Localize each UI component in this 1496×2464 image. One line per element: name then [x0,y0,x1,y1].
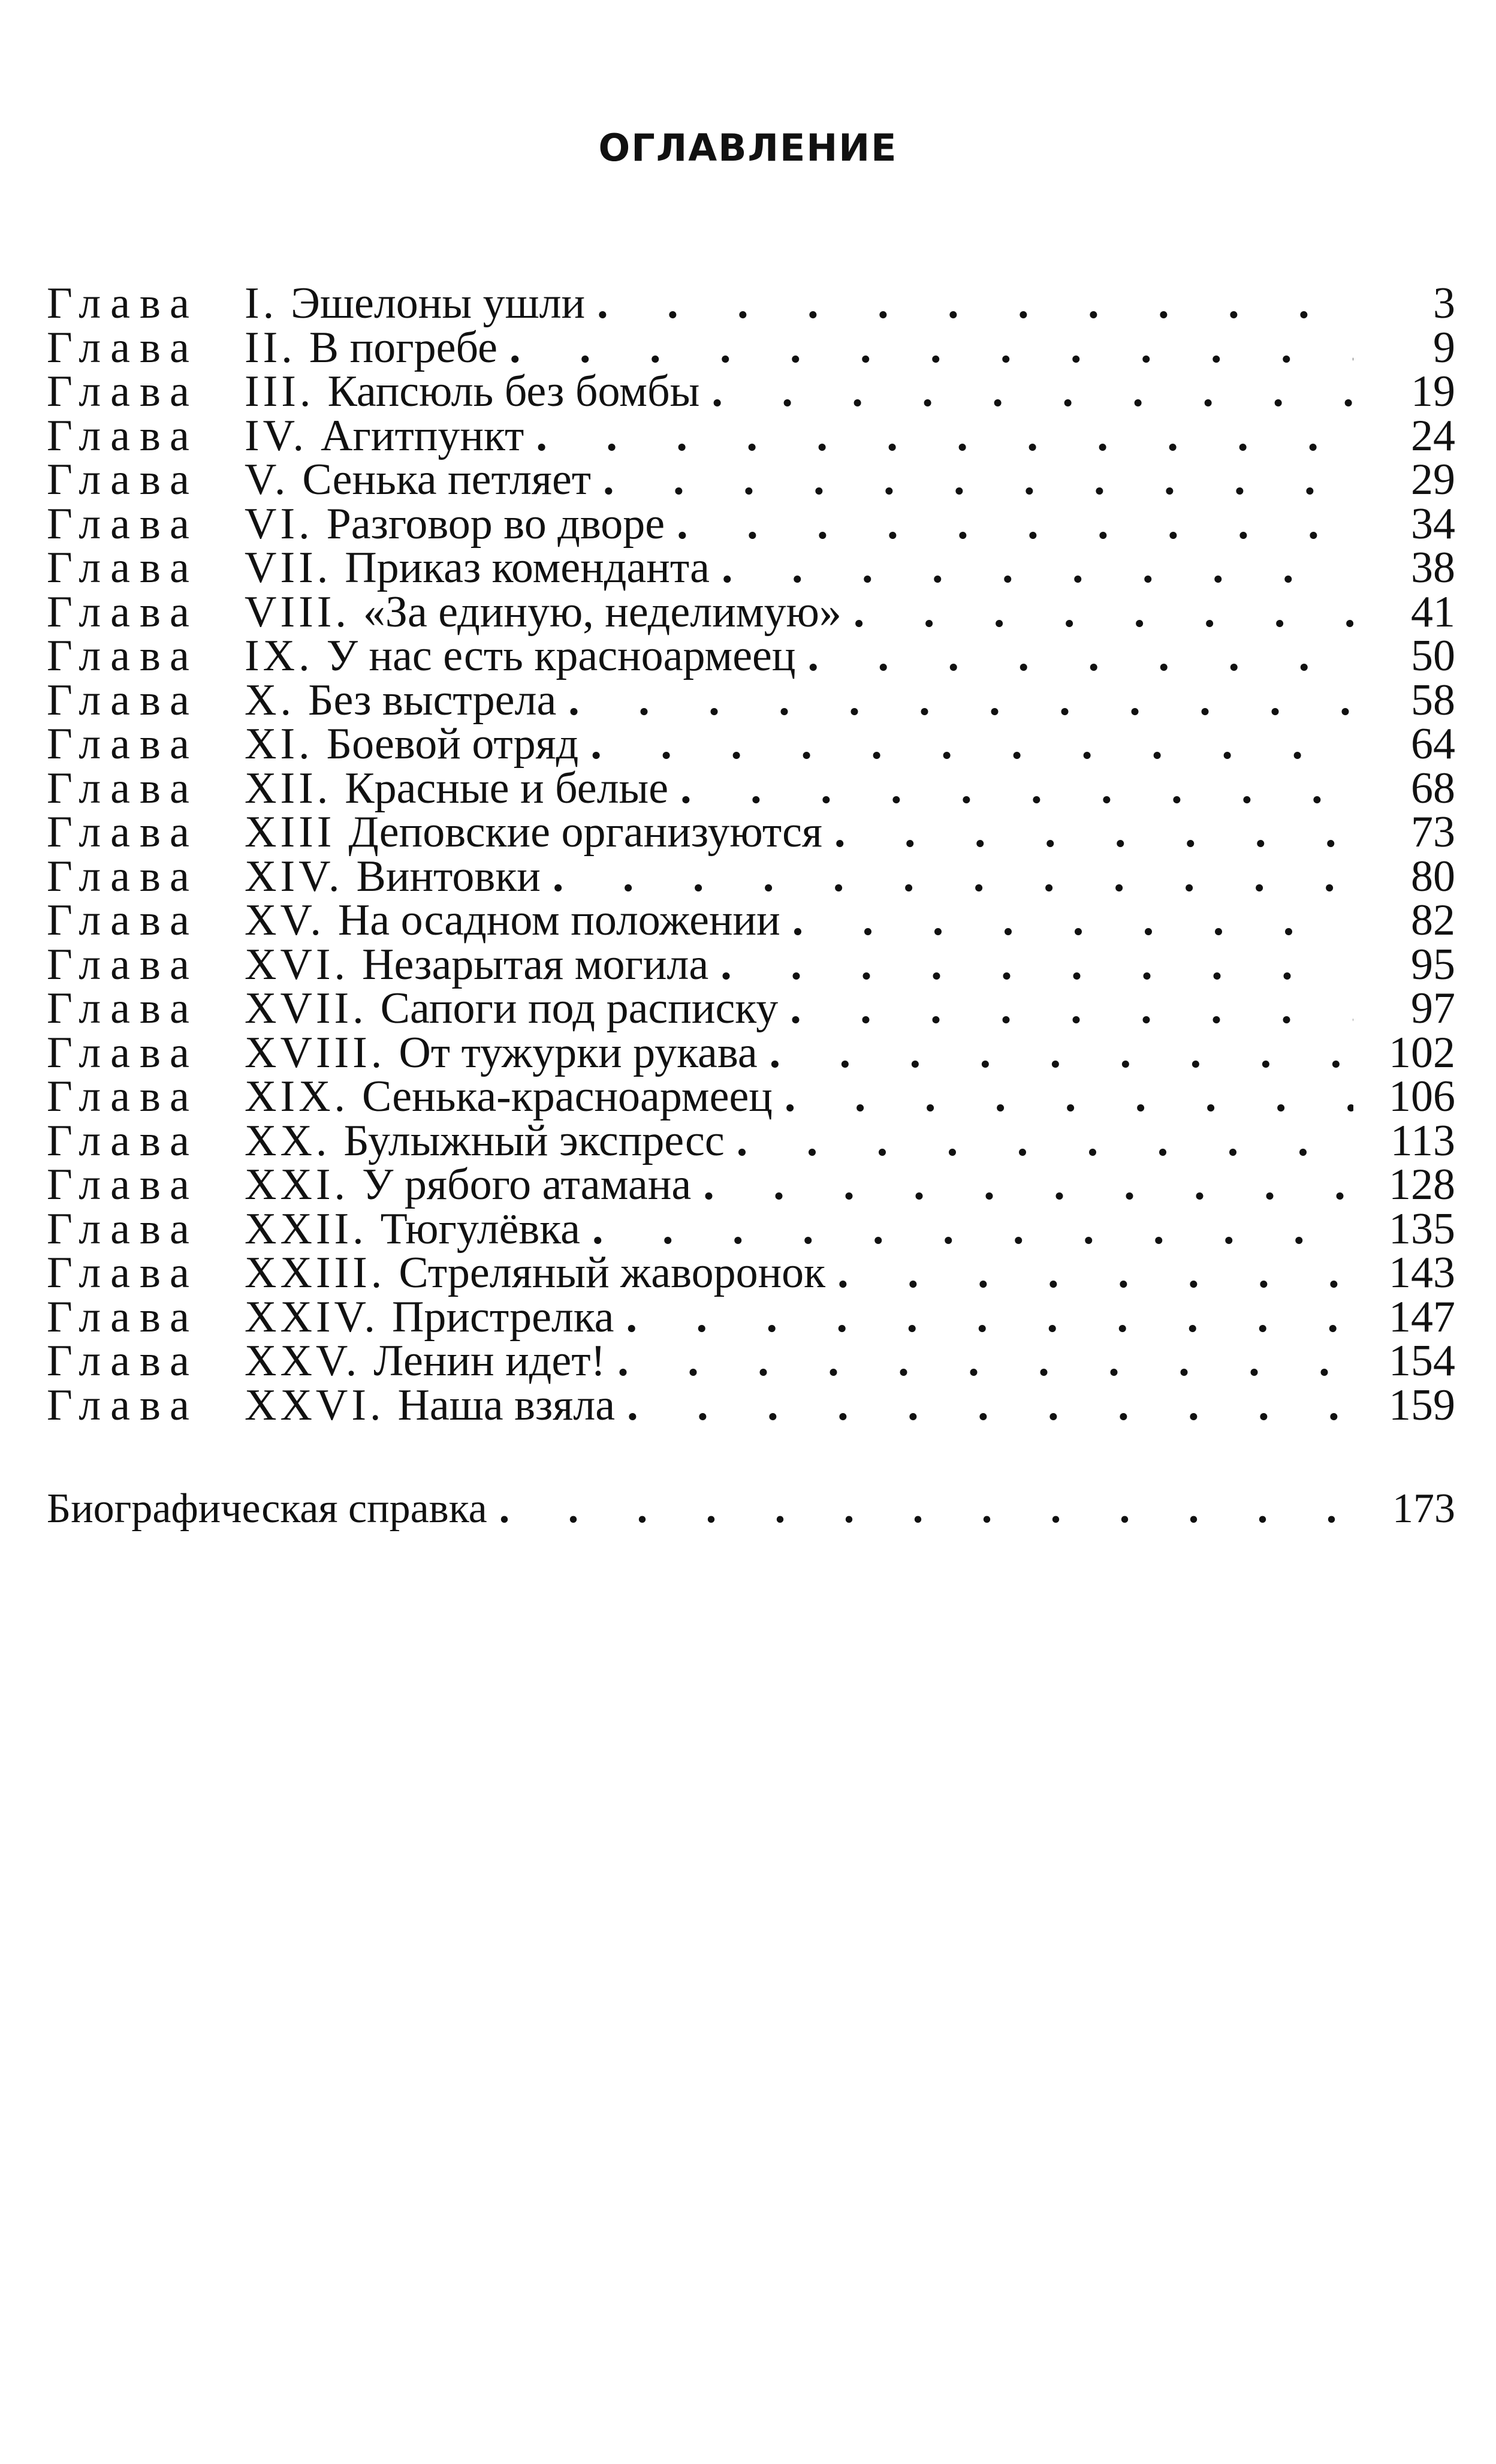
page-title: ОГЛАВЛЕНИЕ [598,126,898,170]
chapter-word: Глава [47,808,199,857]
toc-row[interactable] [47,763,1455,813]
chapter-title: Приказ коменданта [345,543,710,592]
chapter-title: Тюгулёвка [380,1204,580,1254]
chapter-number: XIX. [245,1072,349,1121]
toc-row[interactable] [47,896,1455,945]
chapter-number: XIII [245,808,336,857]
leader-dots [509,326,1353,370]
chapter-word: Глава [47,719,199,769]
chapter-title: Булыжный экспресс [343,1116,725,1165]
chapter-number: III. [245,367,315,416]
chapter-number: XI. [245,719,313,769]
toc-row[interactable] [47,367,1455,416]
chapter-page-number: 154 [1389,1336,1455,1385]
chapter-page-number: 24 [1411,411,1455,460]
chapter-word: Глава [47,1248,199,1297]
chapter-word: Глава [47,984,199,1033]
chapter-title: Красные и белые [345,763,669,813]
toc-row[interactable] [47,587,1455,637]
chapter-word: Глава [47,1204,199,1254]
chapter-page-number: 106 [1389,1072,1455,1121]
chapter-title: Ленин идет! [373,1336,606,1385]
chapter-title: У рябого атамана [362,1160,692,1209]
leader-dots [807,634,1353,679]
chapter-page-number: 82 [1411,896,1455,945]
toc-row[interactable] [47,631,1455,680]
chapter-word: Глава [47,1028,199,1077]
chapter-word: Глава [47,279,199,328]
table-of-contents [47,279,1455,1430]
appendix-title: Биографическая справка [47,1486,487,1532]
chapter-page-number: 9 [1433,323,1455,372]
chapter-page-number: 147 [1389,1292,1455,1342]
toc-row[interactable] [47,1160,1455,1209]
chapter-number: VII. [245,543,332,592]
chapter-page-number: 58 [1411,675,1455,725]
chapter-page-number: 113 [1390,1116,1455,1165]
leader-dots [711,370,1353,414]
chapter-word: Глава [47,1160,199,1209]
chapter-number: XXV. [245,1336,361,1385]
chapter-word: Глава [47,1116,199,1165]
leader-dots [853,591,1353,635]
chapter-word: Глава [47,323,199,372]
leader-dots [737,1119,1353,1164]
chapter-page-number: 80 [1411,851,1455,901]
chapter-number: IV. [245,411,308,460]
chapter-page-number: 128 [1389,1160,1455,1209]
chapter-number: XVIII. [245,1028,386,1077]
chapter-word: Глава [47,763,199,813]
chapter-number: V. [245,455,289,504]
chapter-word: Глава [47,367,199,416]
chapter-word: Глава [47,587,199,637]
leader-dots [790,987,1353,1031]
chapter-page-number: 102 [1389,1028,1455,1077]
leader-dots [792,899,1353,943]
chapter-page-number: 95 [1411,939,1455,989]
chapter-title: У нас есть красноармеец [326,631,796,680]
chapter-page-number: 41 [1411,587,1455,637]
chapter-word: Глава [47,1072,199,1121]
chapter-word: Глава [47,851,199,901]
toc-row[interactable] [47,323,1455,372]
chapter-number: XXII. [245,1204,367,1254]
chapter-number: XVI. [245,939,349,989]
chapter-title: Стреляный жаворонок [399,1248,826,1297]
chapter-title: Сенька петляет [302,455,592,504]
chapter-word: Глава [47,1336,199,1385]
chapter-word: Глава [47,631,199,680]
chapter-word: Глава [47,455,199,504]
toc-row[interactable] [47,279,1455,328]
chapter-word: Глава [47,499,199,549]
leader-dots [617,1339,1353,1384]
chapter-page-number: 73 [1411,808,1455,857]
chapter-word: Глава [47,543,199,592]
leader-dots [627,1384,1353,1428]
chapter-number: XX. [245,1116,331,1165]
chapter-page-number: 64 [1411,719,1455,769]
chapter-number: XXIV. [245,1292,379,1342]
toc-row[interactable] [47,1248,1455,1297]
toc-row[interactable] [47,984,1455,1033]
appendix-entry [47,1487,1455,1531]
chapter-number: VIII. [245,587,350,637]
chapter-number: IX. [245,631,313,680]
leader-dots [834,811,1353,855]
chapter-number: XXI. [245,1160,349,1209]
chapter-number: XIV. [245,851,343,901]
chapter-page-number: 135 [1389,1204,1455,1254]
chapter-page-number: 34 [1411,499,1455,549]
toc-row[interactable] [47,1028,1455,1077]
chapter-page-number: 3 [1433,279,1455,328]
chapter-number: XVII. [245,984,367,1033]
toc-row[interactable] [47,939,1455,989]
toc-row[interactable] [47,1292,1455,1342]
toc-row[interactable] [47,675,1455,725]
leader-dots [837,1251,1353,1296]
chapter-number: II. [245,323,296,372]
leader-dots [703,1163,1353,1207]
chapter-number: I. [245,279,278,328]
chapter-title: Незарытая могила [362,939,709,989]
chapter-page-number: 159 [1389,1380,1455,1430]
chapter-word: Глава [47,896,199,945]
leader-dots [603,458,1353,502]
chapter-title: Наша взяла [397,1380,616,1430]
chapter-number: X. [245,675,295,725]
leader-dots [785,1075,1353,1119]
chapter-title: Боевой отряд [326,719,579,769]
chapter-page-number: 97 [1411,984,1455,1033]
leader-dots [597,282,1353,326]
leader-dots [568,679,1353,723]
toc-row[interactable] [47,455,1455,504]
chapter-title: Эшелоны ушли [291,279,586,328]
chapter-number: XV. [245,896,325,945]
leader-dots [536,414,1353,459]
chapter-word: Глава [47,939,199,989]
chapter-title: Без выстрела [307,675,557,725]
toc-row[interactable] [47,499,1455,549]
chapter-word: Глава [47,1380,199,1430]
leader-dots [499,1487,1353,1531]
toc-row[interactable] [47,1116,1455,1165]
chapter-title: Сапоги под расписку [380,984,779,1033]
leader-dots [722,546,1353,591]
chapter-title: Капсюль без бомбы [327,367,700,416]
leader-dots [770,1031,1353,1076]
leader-dots [592,1207,1353,1252]
chapter-page-number: 68 [1411,763,1455,813]
leader-dots [677,502,1353,547]
toc-row[interactable] [47,411,1455,460]
chapter-title: «За единую, неделимую» [363,587,842,637]
chapter-page-number: 38 [1411,543,1455,592]
leader-dots [626,1296,1353,1340]
toc-row[interactable] [47,808,1455,857]
chapter-title: Сенька-красноармеец [362,1072,773,1121]
leader-dots [680,767,1353,811]
chapter-title: Разговор во дворе [326,499,665,549]
chapter-title: В погребе [309,323,497,372]
chapter-page-number: 19 [1411,367,1455,416]
toc-row-appendix[interactable] [47,1487,1455,1531]
leader-dots [553,855,1353,899]
chapter-word: Глава [47,411,199,460]
chapter-number: XXIII. [245,1248,386,1297]
toc-row[interactable] [47,1072,1455,1121]
chapter-title: Агитпункт [321,411,524,460]
chapter-number: VI. [245,499,313,549]
toc-row[interactable] [47,1336,1455,1385]
toc-row[interactable] [47,1204,1455,1254]
chapter-page-number: 143 [1389,1248,1455,1297]
toc-row[interactable] [47,719,1455,769]
chapter-page-number: 50 [1411,631,1455,680]
toc-row[interactable] [47,851,1455,901]
chapter-title: Пристрелка [391,1292,614,1342]
chapter-title: От тужурки рукава [399,1028,758,1077]
chapter-title: На осадном положении [337,896,780,945]
leader-dots [720,943,1353,987]
chapter-number: XXVI. [245,1380,385,1430]
chapter-word: Глава [47,1292,199,1342]
toc-row[interactable] [47,1380,1455,1430]
chapter-title: Деповские организуются [348,808,822,857]
chapter-title: Винтовки [356,851,541,901]
toc-row[interactable] [47,543,1455,592]
leader-dots [590,722,1353,767]
chapter-page-number: 29 [1411,455,1455,504]
chapter-word: Глава [47,675,199,725]
appendix-page-number: 173 [1392,1486,1455,1532]
chapter-number: XII. [245,763,332,813]
